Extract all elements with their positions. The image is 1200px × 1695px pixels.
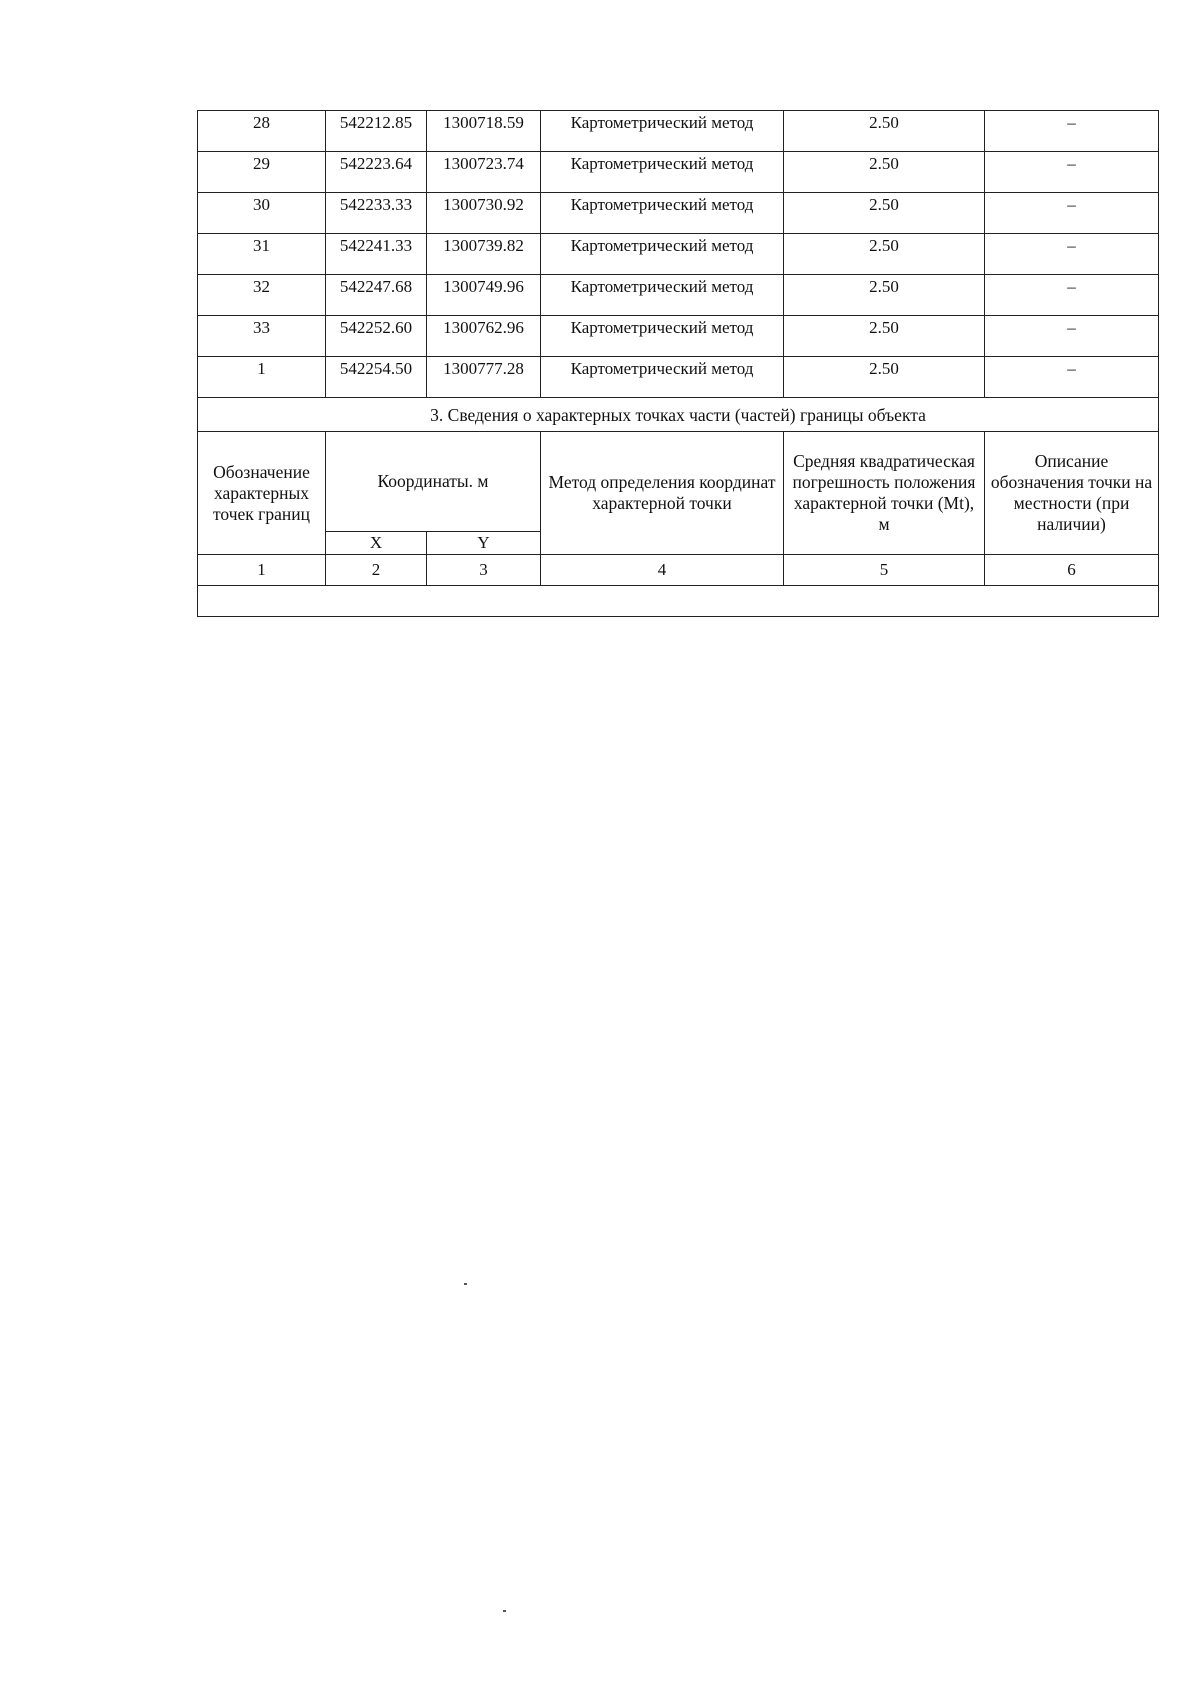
- column-number-2: 2: [326, 555, 427, 586]
- section-3-block: [198, 398, 1159, 617]
- column-number-4: 4: [541, 555, 784, 586]
- column-number-3: 3: [427, 555, 541, 586]
- point-number-cell: 30: [198, 193, 326, 234]
- coord-y-cell: 1300749.96: [427, 275, 541, 316]
- method-cell: Картометрический метод: [541, 193, 784, 234]
- header-designation: Обозначение характерных точек границ: [198, 432, 326, 555]
- empty-cell: [198, 586, 1159, 617]
- scan-speck: [464, 1283, 467, 1285]
- description-cell: –: [985, 152, 1159, 193]
- boundary-points-table: [197, 110, 1159, 617]
- empty-row: [198, 586, 1159, 617]
- column-number-5: 5: [784, 555, 985, 586]
- description-cell: –: [985, 111, 1159, 152]
- method-cell: Картометрический метод: [541, 152, 784, 193]
- column-number-6: 6: [985, 555, 1159, 586]
- point-number-cell: 29: [198, 152, 326, 193]
- section-3-title-row: [198, 398, 1159, 432]
- column-number-row: [198, 555, 1159, 586]
- coord-x-cell: 542233.33: [326, 193, 427, 234]
- coord-y-cell: 1300762.96: [427, 316, 541, 357]
- header-x: X: [326, 532, 427, 555]
- coord-y-cell: 1300739.82: [427, 234, 541, 275]
- point-number-cell: 31: [198, 234, 326, 275]
- coord-y-cell: 1300777.28: [427, 357, 541, 398]
- coord-y-cell: 1300730.92: [427, 193, 541, 234]
- mt-value-cell: 2.50: [784, 316, 985, 357]
- point-number-cell: 33: [198, 316, 326, 357]
- method-cell: Картометрический метод: [541, 316, 784, 357]
- method-cell: Картометрический метод: [541, 111, 784, 152]
- table-row: [198, 152, 1159, 193]
- column-number-1: 1: [198, 555, 326, 586]
- table-row: [198, 193, 1159, 234]
- table-row: [198, 275, 1159, 316]
- mt-value-cell: 2.50: [784, 111, 985, 152]
- point-number-cell: 1: [198, 357, 326, 398]
- point-number-cell: 32: [198, 275, 326, 316]
- table-row: [198, 357, 1159, 398]
- coord-x-cell: 542254.50: [326, 357, 427, 398]
- header-row: [198, 432, 1159, 532]
- table-row: [198, 316, 1159, 357]
- coord-x-cell: 542212.85: [326, 111, 427, 152]
- data-rows: [198, 111, 1159, 398]
- mt-value-cell: 2.50: [784, 275, 985, 316]
- point-number-cell: 28: [198, 111, 326, 152]
- coord-y-cell: 1300718.59: [427, 111, 541, 152]
- header-mt: Средняя квадратическая погрешность положения характерной точки (Mt), м: [784, 432, 985, 555]
- mt-value-cell: 2.50: [784, 193, 985, 234]
- description-cell: –: [985, 275, 1159, 316]
- coord-x-cell: 542223.64: [326, 152, 427, 193]
- scan-speck: [503, 1610, 506, 1612]
- coord-x-cell: 542252.60: [326, 316, 427, 357]
- method-cell: Картометрический метод: [541, 234, 784, 275]
- section-3-title: 3. Сведения о характерных точках части (частей) границы объекта: [198, 398, 1159, 432]
- mt-value-cell: 2.50: [784, 234, 985, 275]
- table-row: [198, 234, 1159, 275]
- coord-x-cell: 542241.33: [326, 234, 427, 275]
- method-cell: Картометрический метод: [541, 357, 784, 398]
- description-cell: –: [985, 193, 1159, 234]
- header-y: Y: [427, 532, 541, 555]
- description-cell: –: [985, 357, 1159, 398]
- mt-value-cell: 2.50: [784, 357, 985, 398]
- description-cell: –: [985, 234, 1159, 275]
- header-coordinates: Координаты. м: [326, 432, 541, 532]
- header-method: Метод определения координат характерной точки: [541, 432, 784, 555]
- table-row: [198, 111, 1159, 152]
- coord-x-cell: 542247.68: [326, 275, 427, 316]
- description-cell: –: [985, 316, 1159, 357]
- mt-value-cell: 2.50: [784, 152, 985, 193]
- coord-y-cell: 1300723.74: [427, 152, 541, 193]
- method-cell: Картометрический метод: [541, 275, 784, 316]
- header-description: Описание обозначения точки на местности (при наличии): [985, 432, 1159, 555]
